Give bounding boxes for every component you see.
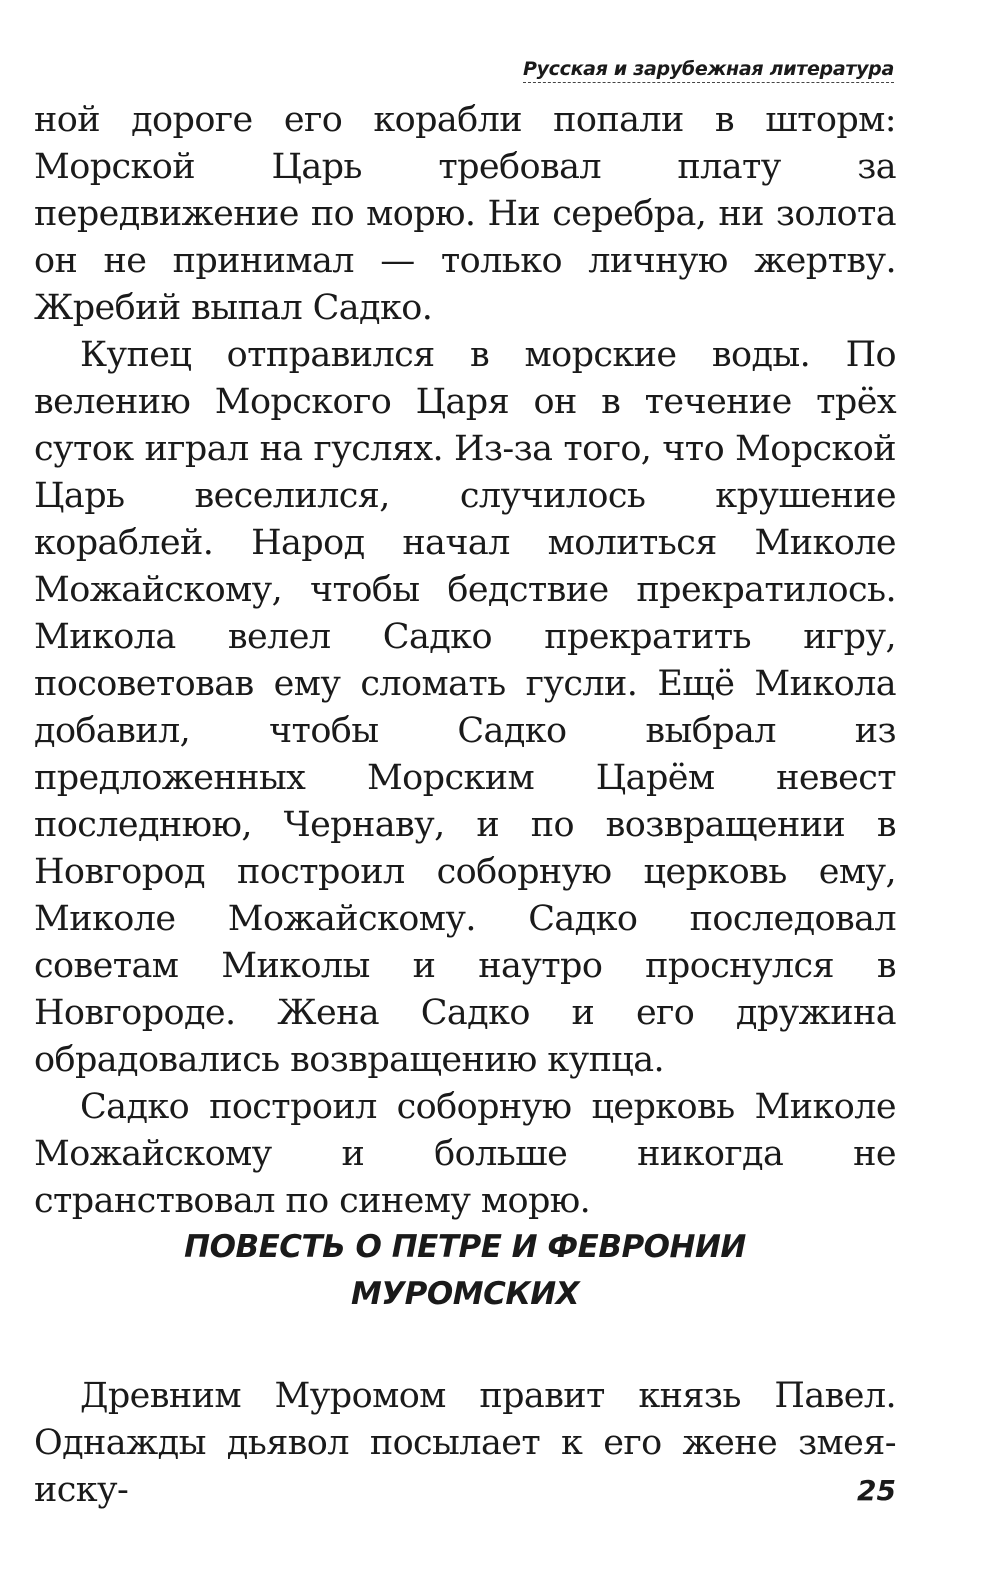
section-body-text [34,1373,896,1514]
body-text [34,97,896,1225]
section-heading [34,1224,896,1318]
paragraph: Древним Муромом правит князь Павел. Однажды дьявол посылает к его жене змея-иску- [34,1376,896,1510]
running-head: Русская и зарубежная литература [523,58,894,83]
paragraph-continued: ной дороге его корабли попали в шторм: Морской Царь требовал плату за передвижение по морю. Ни серебра, ни золота он не принимал — только личную жертву. Жребий выпал Садко. [34,100,896,328]
paragraph: Садко построил соборную церковь Миколе Можайскому и больше никогда не странствовал по синему морю. [34,1087,896,1221]
section-heading-line-1: ПОВЕСТЬ О ПЕТРЕ И ФЕВРОНИИ [184,1229,746,1265]
section-heading-line-2: МУРОМСКИХ [350,1276,580,1312]
page-number: 25 [857,1474,896,1507]
paragraph: Купец отправился в морские воды. По велению Морского Царя он в течение трёх суток играл на гуслях. Из-за того, что Морской Царь веселился, случилось крушение кораблей. Народ начал молиться Миколе Можайскому, чтобы бедствие прекратилось. Микола велел Садко прекратить игру, посоветовав ему сломать гусли. Ещё Микола добавил, чтобы Садко выбрал из предложенных Морским Царём невест последнюю, Чернаву, и по возвращении в Новгород построил соборную церковь ему, Миколе Можайскому. Садко последовал советам Миколы и наутро проснулся в Новгороде. Жена Садко и его дружина обрадовались возвращению купца. [34,335,896,1080]
